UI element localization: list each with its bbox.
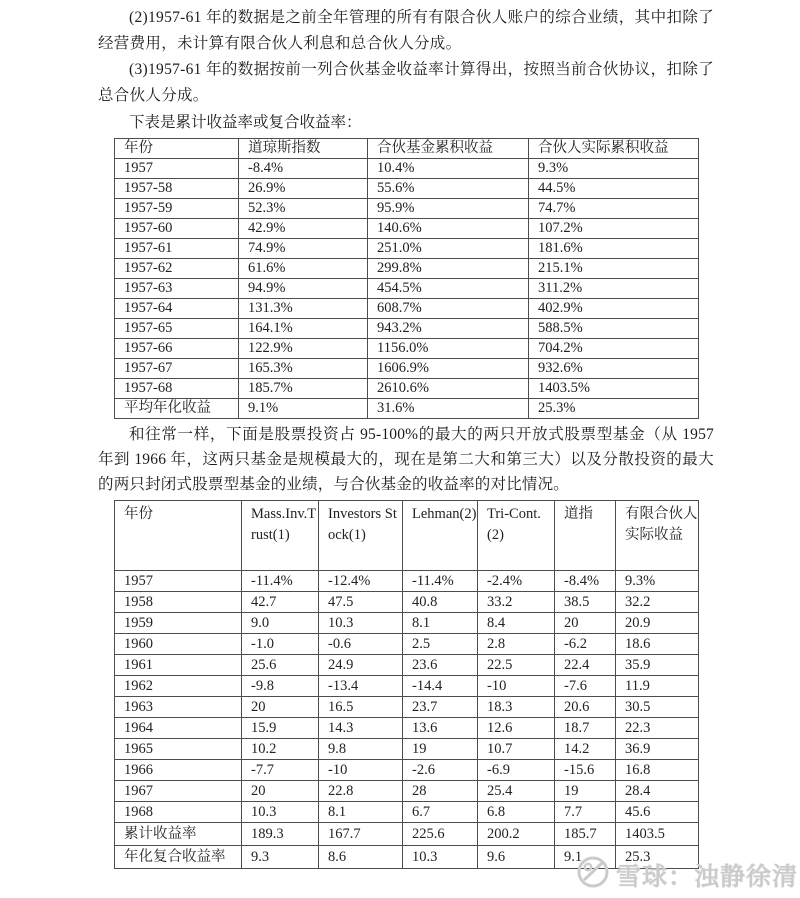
table-row — [115, 697, 699, 718]
table-cell: 10.3 — [319, 613, 403, 634]
table-row — [115, 823, 699, 846]
column-header: 有限合伙人实际收益 — [616, 501, 699, 571]
table-cell: -7.7 — [242, 760, 319, 781]
table-cell: 1968 — [115, 802, 242, 823]
table-cell: 11.9 — [616, 676, 699, 697]
table-cell: 1957-66 — [115, 339, 239, 359]
table-cell: 20 — [555, 613, 616, 634]
table-cell: 1957-64 — [115, 299, 239, 319]
table-row — [115, 219, 699, 239]
table-row — [115, 339, 699, 359]
table-cell: -6.9 — [478, 760, 555, 781]
table-cell: -6.2 — [555, 634, 616, 655]
table-cell: 164.1% — [239, 319, 368, 339]
table-cell: 943.2% — [368, 319, 529, 339]
table-cell: 16.5 — [319, 697, 403, 718]
table-cell: 25.6 — [242, 655, 319, 676]
column-header: 道琼斯指数 — [239, 139, 368, 159]
table-row — [115, 259, 699, 279]
table-cell: 1957-61 — [115, 239, 239, 259]
table-cell: -7.6 — [555, 676, 616, 697]
table-cell: 9.0 — [242, 613, 319, 634]
table-cell: 13.6 — [403, 718, 478, 739]
table-cell: -14.4 — [403, 676, 478, 697]
table-row — [115, 399, 699, 419]
table-row — [115, 239, 699, 259]
table-cell: 932.6% — [529, 359, 699, 379]
table-cell: 9.1% — [239, 399, 368, 419]
column-header: Mass.Inv.Trust(1) — [242, 501, 319, 571]
table-cell: 454.5% — [368, 279, 529, 299]
table-cell: 1957-67 — [115, 359, 239, 379]
table-cell: 165.3% — [239, 359, 368, 379]
table-cell: 32.2 — [616, 592, 699, 613]
table-row — [115, 199, 699, 219]
table-cell: 122.9% — [239, 339, 368, 359]
table-cell: -8.4% — [555, 571, 616, 592]
table-cell: 74.7% — [529, 199, 699, 219]
table-cell: 588.5% — [529, 319, 699, 339]
table-cell: 52.3% — [239, 199, 368, 219]
table-cell: 95.9% — [368, 199, 529, 219]
table-cell: 22.3 — [616, 718, 699, 739]
table-cell: 6.8 — [478, 802, 555, 823]
table-cell: 18.6 — [616, 634, 699, 655]
fund-comparison-paragraph: 和往常一样，下面是股票投资占 95-100%的最大的两只开放式股票型基金（从 1957 年到 1966 年，这两只基金是规模最大的，现在是第二大和第三大）以及分散投资的最大的两只封闭式股票型基金的业绩，与合伙基金的收益率的对比情况。 — [98, 426, 714, 493]
table-cell: 44.5% — [529, 179, 699, 199]
footnote-2: (2)1957-61 年的数据是之前全年管理的所有有限合伙人账户的综合业绩，其中扣除了经营费用，未计算有限合伙人利息和总合伙人分成。 — [98, 9, 714, 52]
table-cell: 107.2% — [529, 219, 699, 239]
table-cell: 7.7 — [555, 802, 616, 823]
table-cell: 140.6% — [368, 219, 529, 239]
table-cell: 8.1 — [319, 802, 403, 823]
table-cell: 9.3 — [242, 846, 319, 869]
table-cell: -8.4% — [239, 159, 368, 179]
table-cell: 1957-62 — [115, 259, 239, 279]
table-cell: 1961 — [115, 655, 242, 676]
table-cell: 年化复合收益率 — [115, 846, 242, 869]
table-row — [115, 676, 699, 697]
table-cell: 47.5 — [319, 592, 403, 613]
table-cell: 36.9 — [616, 739, 699, 760]
table-cell: 94.9% — [239, 279, 368, 299]
table-cell: 1957-58 — [115, 179, 239, 199]
table-cell: 9.1 — [555, 846, 616, 869]
table-header-row — [115, 501, 699, 571]
table-cell: 28.4 — [616, 781, 699, 802]
column-header: 年份 — [115, 501, 242, 571]
table-row — [115, 760, 699, 781]
table-cell: 22.5 — [478, 655, 555, 676]
table-cell: 31.6% — [368, 399, 529, 419]
watermark — [576, 855, 798, 894]
table-cell: 15.9 — [242, 718, 319, 739]
table-cell: 61.6% — [239, 259, 368, 279]
table-cell: 74.9% — [239, 239, 368, 259]
table-cell: 6.7 — [403, 802, 478, 823]
table-cell: 19 — [403, 739, 478, 760]
table-cell: 1957-59 — [115, 199, 239, 219]
table-cell: 1957 — [115, 159, 239, 179]
table-cell: 55.6% — [368, 179, 529, 199]
table-cell: 10.7 — [478, 739, 555, 760]
table-row — [115, 592, 699, 613]
table-cell: -15.6 — [555, 760, 616, 781]
table-cell: -9.8 — [242, 676, 319, 697]
table-cell: 1606.9% — [368, 359, 529, 379]
table-cell: 24.9 — [319, 655, 403, 676]
table-cell: 2.8 — [478, 634, 555, 655]
table-cell: 42.7 — [242, 592, 319, 613]
table-cell: 45.6 — [616, 802, 699, 823]
table-cell: 1957-68 — [115, 379, 239, 399]
table-cell: 33.2 — [478, 592, 555, 613]
table-cell: 10.3 — [403, 846, 478, 869]
table-cell: 251.0% — [368, 239, 529, 259]
table-cell: -10 — [319, 760, 403, 781]
table-cell: 平均年化收益 — [115, 399, 239, 419]
column-header: Investors Stock(1) — [319, 501, 403, 571]
table-row — [115, 159, 699, 179]
table-cell: 1963 — [115, 697, 242, 718]
table-cell: 9.3% — [616, 571, 699, 592]
table-cell: -13.4 — [319, 676, 403, 697]
column-header: 合伙人实际累积收益 — [529, 139, 699, 159]
table-cell: 185.7 — [555, 823, 616, 846]
table-cell: 1957-60 — [115, 219, 239, 239]
table-cell: 42.9% — [239, 219, 368, 239]
table-cell: 20 — [242, 781, 319, 802]
table-cell: 20.9 — [616, 613, 699, 634]
table-cell: 2.5 — [403, 634, 478, 655]
table-cell: 25.3 — [616, 846, 699, 869]
table-header-row — [115, 139, 699, 159]
table-cell: 1964 — [115, 718, 242, 739]
table-cell: 20 — [242, 697, 319, 718]
table-cell: 18.7 — [555, 718, 616, 739]
table-cell: 1967 — [115, 781, 242, 802]
document-content — [98, 5, 714, 869]
table-cell: 30.5 — [616, 697, 699, 718]
table-cell: 10.2 — [242, 739, 319, 760]
watermark-text: 雪球：浊静徐清 — [616, 863, 799, 891]
table-cell: 1962 — [115, 676, 242, 697]
column-header: Tri-Cont.(2) — [478, 501, 555, 571]
table-cell: 1966 — [115, 760, 242, 781]
table-cell: 1957-65 — [115, 319, 239, 339]
table-cell: 181.6% — [529, 239, 699, 259]
table-cell: 185.7% — [239, 379, 368, 399]
table-cell: 8.4 — [478, 613, 555, 634]
column-header: 年份 — [115, 139, 239, 159]
table-cell: -10 — [478, 676, 555, 697]
table-cell: 608.7% — [368, 299, 529, 319]
table-row — [115, 613, 699, 634]
table-cell: 1403.5 — [616, 823, 699, 846]
table-row — [115, 279, 699, 299]
table-cell: -1.0 — [242, 634, 319, 655]
table-cell: 9.3% — [529, 159, 699, 179]
fund-comparison-table — [114, 500, 699, 869]
table-cell: 8.6 — [319, 846, 403, 869]
table-cell: 225.6 — [403, 823, 478, 846]
table-cell: 35.9 — [616, 655, 699, 676]
footnote-3: (3)1957-61 年的数据按前一列合伙基金收益率计算得出，按照当前合伙协议，扣除了总合伙人分成。 — [98, 61, 714, 104]
table-cell: 402.9% — [529, 299, 699, 319]
table-row — [115, 802, 699, 823]
table-row — [115, 299, 699, 319]
column-header: 合伙基金累积收益 — [368, 139, 529, 159]
table-row — [115, 571, 699, 592]
table-cell: 28 — [403, 781, 478, 802]
table-cell: 189.3 — [242, 823, 319, 846]
table-cell: 200.2 — [478, 823, 555, 846]
table-cell: 299.8% — [368, 259, 529, 279]
table-cell: -2.6 — [403, 760, 478, 781]
table-cell: 1403.5% — [529, 379, 699, 399]
table-cell: 10.4% — [368, 159, 529, 179]
table-cell: 1958 — [115, 592, 242, 613]
table-cell: 1957 — [115, 571, 242, 592]
table-row — [115, 179, 699, 199]
table-row — [115, 319, 699, 339]
table-cell: 25.3% — [529, 399, 699, 419]
table-cell: 1156.0% — [368, 339, 529, 359]
table-cell: 2610.6% — [368, 379, 529, 399]
table-cell: 累计收益率 — [115, 823, 242, 846]
table-cell: 22.8 — [319, 781, 403, 802]
table-cell: 12.6 — [478, 718, 555, 739]
table-cell: 704.2% — [529, 339, 699, 359]
table-cell: 23.6 — [403, 655, 478, 676]
table1-intro-text: 下表是累计收益率或复合收益率： — [129, 114, 362, 131]
table-cell: 20.6 — [555, 697, 616, 718]
table-cell: 215.1% — [529, 259, 699, 279]
table-cell: 1960 — [115, 634, 242, 655]
table-cell: -2.4% — [478, 571, 555, 592]
table-cell: 9.6 — [478, 846, 555, 869]
table-cell: 26.9% — [239, 179, 368, 199]
table-cell: 23.7 — [403, 697, 478, 718]
table-cell: 1965 — [115, 739, 242, 760]
table-cell: 311.2% — [529, 279, 699, 299]
table-cell: 25.4 — [478, 781, 555, 802]
table-row — [115, 359, 699, 379]
table-cell: 38.5 — [555, 592, 616, 613]
table-cell: 1959 — [115, 613, 242, 634]
column-header: 道指 — [555, 501, 616, 571]
table-cell: 18.3 — [478, 697, 555, 718]
table-cell: -12.4% — [319, 571, 403, 592]
table-cell: -0.6 — [319, 634, 403, 655]
table-cell: 14.3 — [319, 718, 403, 739]
table-cell: 9.8 — [319, 739, 403, 760]
table-cell: 22.4 — [555, 655, 616, 676]
cumulative-returns-table — [114, 138, 699, 419]
table-row — [115, 739, 699, 760]
table-cell: 14.2 — [555, 739, 616, 760]
table-cell: 10.3 — [242, 802, 319, 823]
table-row — [115, 655, 699, 676]
table-cell: 1957-63 — [115, 279, 239, 299]
table-row — [115, 718, 699, 739]
column-header: Lehman(2) — [403, 501, 478, 571]
table-row — [115, 379, 699, 399]
table-cell: 19 — [555, 781, 616, 802]
table-cell: -11.4% — [242, 571, 319, 592]
table-cell: 8.1 — [403, 613, 478, 634]
table-cell: 16.8 — [616, 760, 699, 781]
table-row — [115, 781, 699, 802]
table-cell: -11.4% — [403, 571, 478, 592]
xueqiu-snowball-logo-icon — [576, 855, 610, 894]
table-row — [115, 634, 699, 655]
table-cell: 131.3% — [239, 299, 368, 319]
table-cell: 167.7 — [319, 823, 403, 846]
table-cell: 40.8 — [403, 592, 478, 613]
